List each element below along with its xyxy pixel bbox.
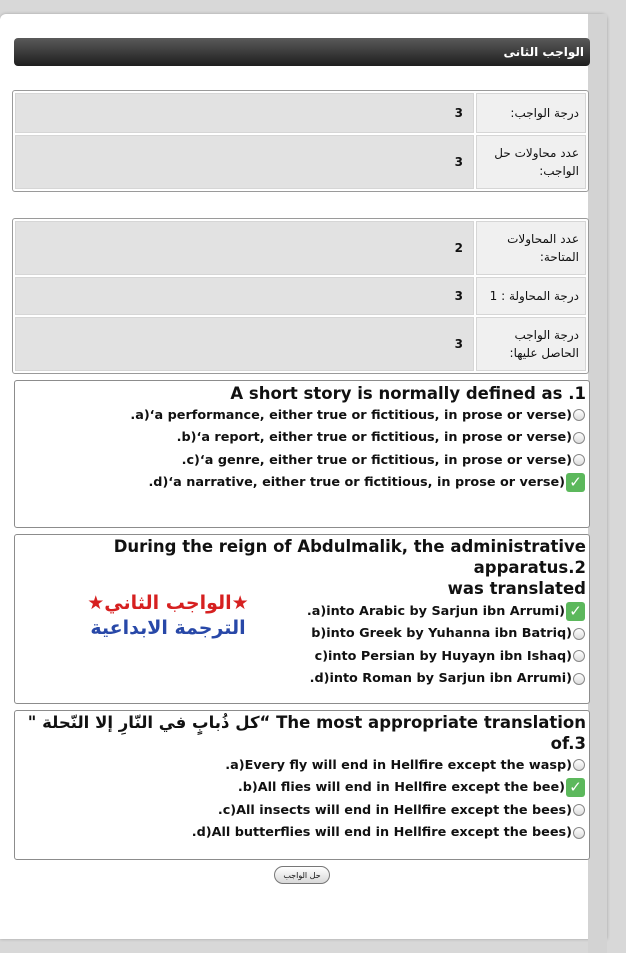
radio-icon[interactable] xyxy=(573,650,585,662)
homework-info-table xyxy=(12,90,589,192)
answer-option[interactable]: .d)All butterflies will end in Hellfire except the bees) xyxy=(15,822,589,845)
info-label: درجة المحاولة : 1 xyxy=(476,277,586,315)
check-mark-icon: ✓ xyxy=(566,778,585,797)
radio-icon[interactable] xyxy=(573,759,585,771)
info-value: 3 xyxy=(15,277,474,315)
answer-option[interactable]: .c)‘a genre, either true or fictitious, in prose or verse) xyxy=(15,449,589,472)
question-title: During the reign of Abdulmalik, the administrative apparatus.2 xyxy=(113,537,586,577)
radio-icon[interactable] xyxy=(573,628,585,640)
question-1 xyxy=(14,380,590,528)
check-mark-icon: ✓ xyxy=(566,473,585,492)
radio-icon[interactable] xyxy=(573,827,585,839)
answer-option[interactable]: .b)‘a report, either true or fictitious, in prose or verse) xyxy=(15,427,589,450)
info-value: 2 xyxy=(15,221,474,275)
info-label: عدد المحاولات المتاحة: xyxy=(476,221,586,275)
info-row-obtained-grade xyxy=(15,317,586,371)
info-row-available-attempts xyxy=(15,221,586,275)
radio-icon[interactable] xyxy=(573,454,585,466)
info-row-grade xyxy=(15,93,586,133)
info-label: درجة الواجب: xyxy=(476,93,586,133)
answer-option[interactable]: .d)‘a narrative, either true or fictitious, in prose or verse) ✓ xyxy=(15,472,589,495)
radio-icon[interactable] xyxy=(573,432,585,444)
info-row-attempts xyxy=(15,135,586,189)
info-label: عدد محاولات حل الواجب: xyxy=(476,135,586,189)
answer-option[interactable]: .d)into Roman by Sarjun ibn Arrumi) xyxy=(15,668,589,691)
question-2 xyxy=(14,534,590,704)
radio-icon[interactable] xyxy=(573,673,585,685)
radio-icon[interactable] xyxy=(573,804,585,816)
question-title: " كل ذُبابٍ في النّارِ إلا النّحلة“ The most appropriate translation of.3 xyxy=(27,713,586,753)
scrollbar[interactable] xyxy=(588,14,607,953)
stamp-line-2: الترجمة الابداعية xyxy=(90,617,246,639)
answer-option[interactable]: b)into Greek by Yuhanna ibn Batriq) xyxy=(15,623,589,646)
answer-option[interactable]: .b)All flies will end in Hellfire except the bee) ✓ xyxy=(15,777,589,800)
radio-icon[interactable] xyxy=(573,409,585,421)
answer-option[interactable]: .a)‘a performance, either true or fictitious, in prose or verse) xyxy=(15,404,589,427)
question-3 xyxy=(14,710,590,860)
info-value: 3 xyxy=(15,317,474,371)
info-label: درجة الواجب الحاصل عليها: xyxy=(476,317,586,371)
check-mark-icon: ✓ xyxy=(566,602,585,621)
answer-option[interactable]: .a)Every fly will end in Hellfire except the wasp) xyxy=(15,754,589,777)
attempt-info-table xyxy=(12,218,589,374)
info-value: 3 xyxy=(15,135,474,189)
question-title-continued: was translated xyxy=(447,579,586,598)
info-value: 3 xyxy=(15,93,474,133)
page-title: الواجب الثانى xyxy=(14,38,590,66)
answer-option[interactable]: .a)into Arabic by Sarjun ibn Arrumi) ✓ xyxy=(15,600,589,623)
watermark-stamp xyxy=(73,591,263,641)
answer-option[interactable]: .c)All insects will end in Hellfire except the bees) xyxy=(15,799,589,822)
stamp-line-1: ★الواجب الثاني★ xyxy=(87,592,249,614)
submit-homework-button[interactable]: حل الواجب xyxy=(274,866,330,884)
question-title: A short story is normally defined as .1 xyxy=(230,384,586,403)
info-row-attempt-grade xyxy=(15,277,586,315)
answer-option[interactable]: c)into Persian by Huyayn ibn Ishaq) xyxy=(15,645,589,668)
